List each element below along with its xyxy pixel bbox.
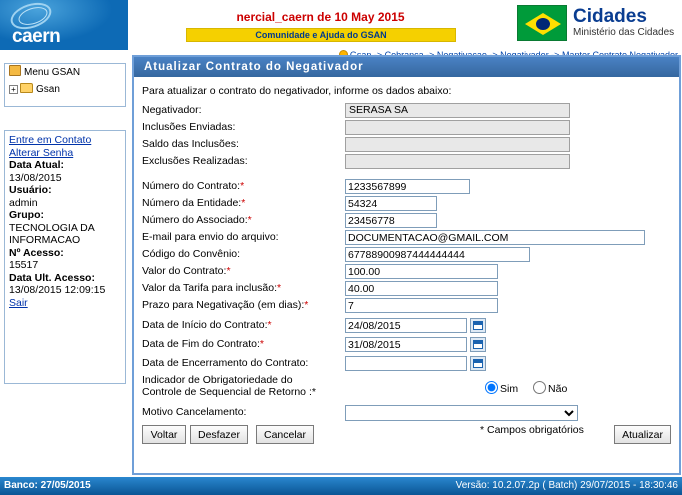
sidebar-item-menu-gsan[interactable]	[5, 64, 125, 81]
numero-associado-input[interactable]	[345, 213, 437, 228]
required-marker: *	[240, 180, 245, 192]
required-marker: *	[226, 265, 231, 277]
flag-globe-icon	[536, 18, 550, 30]
radio-group	[485, 381, 579, 395]
required-marker: *	[304, 299, 309, 311]
username-value: admin	[9, 196, 38, 209]
contact-link[interactable]: Entre em Contato	[9, 134, 92, 146]
field-label: Data de Fim do Contrato:*	[142, 338, 264, 350]
sidebar-item-label: Menu GSAN	[24, 67, 81, 78]
last-access-label: Data Ult. Acesso:	[9, 271, 95, 284]
valor-tarifa-input[interactable]	[345, 281, 498, 296]
form-row-data-encerramento	[140, 356, 673, 372]
access-number-value: 15517	[9, 259, 39, 271]
field-label: Código do Convênio:	[142, 248, 241, 260]
page-header	[0, 0, 682, 50]
field-label: Negativador:	[142, 104, 202, 116]
header-center	[128, 0, 513, 50]
access-number-label: Nº Acesso:	[9, 246, 64, 259]
field-label: Motivo Cancelamento:	[142, 406, 247, 418]
calendar-icon[interactable]	[470, 356, 486, 371]
numero-entidade-input[interactable]	[345, 196, 437, 211]
field-label: Inclusões Enviadas:	[142, 121, 236, 133]
email-input[interactable]	[345, 230, 645, 245]
cidades-subtitle: Ministério das Cidades	[573, 27, 675, 38]
exclusoes-realizadas-value	[345, 154, 570, 169]
form-buttons	[140, 425, 673, 447]
form-row-motivo-cancelamento	[140, 405, 673, 423]
last-access-value: 13/08/2015 12:09:15	[9, 284, 106, 296]
required-marker: *	[311, 386, 316, 398]
form-row-indicador-obrigatoriedade	[140, 375, 673, 405]
calendar-icon[interactable]	[470, 337, 486, 352]
form-row-valor-tarifa	[140, 281, 673, 297]
valor-contrato-input[interactable]	[345, 264, 498, 279]
logout-link[interactable]: Sair	[9, 296, 28, 309]
header-right	[513, 0, 682, 50]
sidebar-item-label: Gsan	[36, 84, 60, 95]
radio-nao-label[interactable]: Não	[548, 383, 568, 395]
main-panel	[132, 55, 681, 475]
current-date-label: Data Atual:	[9, 159, 65, 171]
field-label: Número do Contrato:*	[142, 180, 245, 192]
form-row-prazo-negativacao	[140, 298, 673, 314]
cidades-title: Cidades	[573, 6, 647, 27]
field-label: Exclusões Realizadas:	[142, 155, 248, 167]
form-row-saldo-inclusoes	[140, 137, 673, 153]
required-note: * Campos obrigatórios	[480, 424, 584, 436]
voltar-button[interactable]: Voltar	[142, 425, 186, 444]
numero-contrato-input[interactable]	[345, 179, 470, 194]
header-community-banner[interactable]: Comunidade e Ajuda do GSAN	[186, 28, 456, 42]
codigo-convenio-input[interactable]	[345, 247, 530, 262]
radio-nao[interactable]	[533, 381, 546, 394]
menu-panel	[4, 63, 126, 107]
required-marker: *	[259, 338, 264, 350]
field-label: Prazo para Negativação (em dias):*	[142, 299, 309, 311]
required-marker: *	[267, 319, 272, 331]
username-label: Usuário:	[9, 184, 52, 196]
field-label: Data de Encerramento do Contrato:	[142, 357, 309, 369]
form-row-negativador	[140, 103, 673, 119]
data-fim-input[interactable]	[345, 337, 467, 352]
radio-sim-label[interactable]: Sim	[500, 383, 519, 395]
left-column	[0, 63, 130, 475]
form-row-codigo-convenio	[140, 247, 673, 263]
footer-bank-date: Banco: 27/05/2015	[4, 480, 91, 491]
footer-version: Versão: 10.2.07.2p ( Batch) 29/07/2015 - 18:30:46	[455, 480, 678, 491]
required-marker: *	[277, 282, 282, 294]
form-row-numero-entidade	[140, 196, 673, 212]
field-label: Valor da Tarifa para inclusão:*	[142, 282, 282, 294]
desfazer-button[interactable]: Desfazer	[190, 425, 248, 444]
field-label: Número do Associado:*	[142, 214, 252, 226]
sidebar-item-gsan[interactable]	[5, 81, 125, 98]
contract-form	[134, 77, 679, 473]
folder-icon	[20, 83, 33, 93]
group-label: Grupo:	[9, 209, 44, 221]
form-row-data-fim	[140, 337, 673, 353]
motivo-cancelamento-select[interactable]	[345, 405, 578, 421]
field-label: Valor do Contrato:*	[142, 265, 231, 277]
form-row-email	[140, 230, 673, 246]
prazo-negativacao-input[interactable]	[345, 298, 498, 313]
form-row-data-inicio	[140, 318, 673, 334]
atualizar-button[interactable]: Atualizar	[614, 425, 671, 444]
page-title: Atualizar Contrato do Negativador	[134, 57, 679, 77]
data-inicio-input[interactable]	[345, 318, 467, 333]
user-info-panel	[4, 130, 126, 384]
current-date-value: 13/08/2015	[9, 171, 62, 184]
caern-logo	[0, 0, 128, 50]
inclusoes-enviadas-value	[345, 120, 570, 135]
form-row-valor-contrato	[140, 264, 673, 280]
menu-icon	[9, 65, 21, 76]
form-row-numero-contrato	[140, 179, 673, 195]
saldo-inclusoes-value	[345, 137, 570, 152]
header-title: nercial_caern de 10 May 2015	[236, 10, 405, 24]
data-encerramento-input[interactable]	[345, 356, 467, 371]
field-label: Data de Início do Contrato:*	[142, 319, 272, 331]
logo-brand-text: caern	[12, 26, 61, 47]
cancelar-button[interactable]: Cancelar	[256, 425, 314, 444]
radio-sim[interactable]	[485, 381, 498, 394]
form-intro: Para atualizar o contrato do negativador, informe os dados abaixo:	[142, 85, 452, 97]
field-label: Número da Entidade:*	[142, 197, 246, 209]
status-bar	[0, 477, 682, 495]
group-value: TECNOLOGIA DA INFORMACAO	[9, 221, 95, 246]
field-label: Indicador de Obrigatoriedade do Controle de Sequencial de Retorno :*	[142, 374, 316, 398]
form-row-inclusoes-enviadas	[140, 120, 673, 136]
expand-plus-icon[interactable]: +	[9, 85, 18, 94]
required-marker: *	[247, 214, 252, 226]
form-row-exclusoes-realizadas	[140, 154, 673, 170]
calendar-icon[interactable]	[470, 318, 486, 333]
change-password-link[interactable]: Alterar Senha	[9, 146, 74, 159]
brazil-flag-icon	[517, 5, 567, 41]
negativador-value: SERASA SA	[345, 103, 570, 118]
field-label: E-mail para envio do arquivo:	[142, 231, 279, 243]
form-row-numero-associado	[140, 213, 673, 229]
field-label: Saldo das Inclusões:	[142, 138, 239, 150]
required-marker: *	[241, 197, 246, 209]
